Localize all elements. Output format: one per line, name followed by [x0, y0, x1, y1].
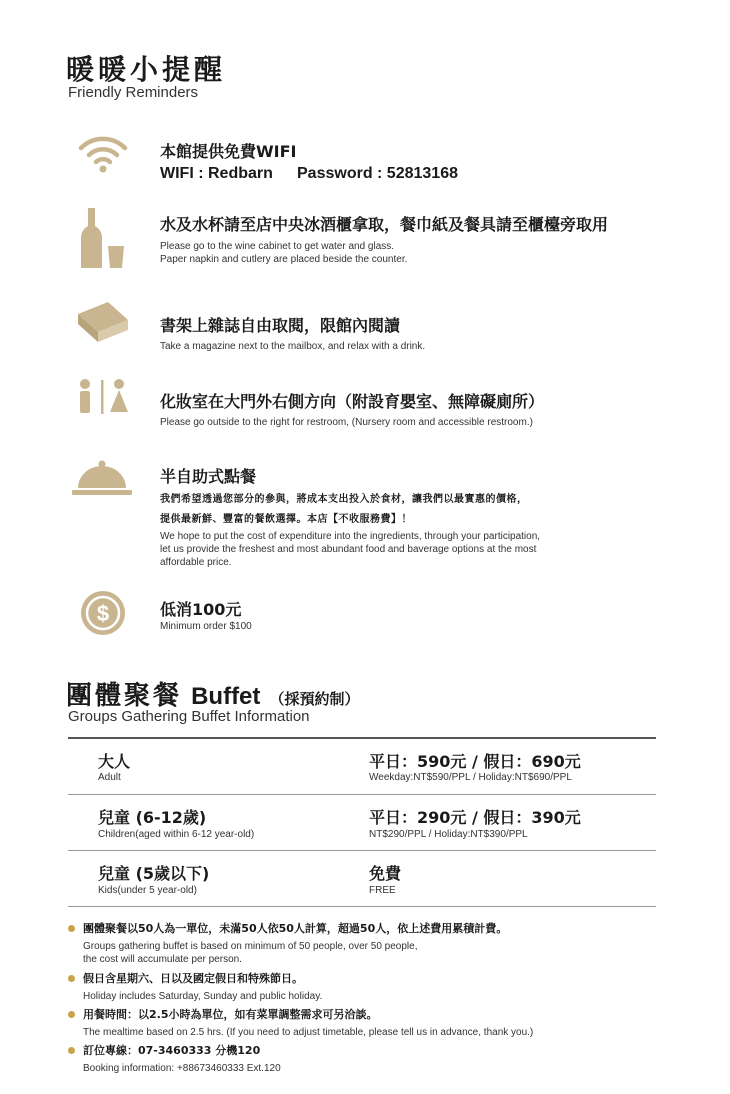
note-1-zh: 團體聚餐以50人為一單位，未滿50人依50人計算，超過50人，依上述費用累積計費。 — [83, 922, 508, 935]
row-children-label-en: Children(aged within 6-12 year-old) — [98, 829, 255, 840]
row-adult-label-en: Adult — [98, 772, 121, 783]
magazine-text: Take a magazine next to the mailbox, and relax with a drink. — [160, 341, 426, 352]
note-2-zh: 假日含星期六、日以及國定假日和特殊節日。 — [83, 972, 303, 985]
row-adult-price-en: Weekday:NT$590/PPL / Holiday:NT$690/PPL — [369, 772, 572, 783]
row-kids-price: 免費 — [369, 864, 402, 883]
row-kids-label-en: Kids(under 5 year-old) — [98, 885, 197, 896]
svg-text:$: $ — [96, 601, 110, 626]
note-4-en: Booking information: +88673460333 Ext.120 — [83, 1063, 281, 1074]
minimum-heading: 低消100元 — [160, 600, 242, 619]
bullet-icon — [68, 975, 75, 982]
cloche-icon — [72, 460, 132, 496]
book-icon — [76, 300, 130, 344]
water-text-2: Paper napkin and cutlery are placed beside the counter. — [160, 254, 408, 265]
magazine-heading: 書架上雜誌自由取閱，限館內閱讀 — [160, 316, 401, 335]
buffet-title-note: （採預約制） — [269, 690, 360, 708]
note-3-zh: 用餐時間：以2.5小時為單位，如有菜單調整需求可另洽談。 — [83, 1008, 378, 1021]
page-subtitle: Friendly Reminders — [68, 84, 199, 101]
bullet-icon — [68, 925, 75, 932]
wifi-ssid: WIFI : Redbarn — [160, 165, 273, 182]
minimum-text: Minimum order $100 — [160, 621, 252, 632]
restroom-text: Please go outside to the right for restroom, (Nursery room and accessible restroom.) — [160, 417, 533, 428]
row-adult-label: 大人 — [98, 752, 131, 771]
buffet-title-en: Buffet — [191, 683, 261, 710]
row-children-price: 平日：290元 / 假日：390元 — [369, 808, 581, 827]
buffet-en-line-3: affordable price. — [160, 557, 232, 568]
water-heading: 水及水杯請至店中央冰酒櫃拿取，餐巾紙及餐具請至櫃檯旁取用 — [160, 215, 609, 234]
restroom-heading: 化妝室在大門外右側方向（附設育嬰室、無障礙廁所） — [160, 392, 545, 411]
bullet-icon — [68, 1047, 75, 1054]
dollar-coin-icon — [80, 590, 126, 636]
note-1-en-1: Groups gathering buffet is based on minimum of 50 people, over 50 people, — [83, 941, 418, 952]
wifi-icon — [78, 134, 128, 174]
water-text-1: Please go to the wine cabinet to get water and glass. — [160, 241, 395, 252]
buffet-section-title — [66, 675, 359, 712]
note-3-en: The mealtime based on 2.5 hrs. (If you need to adjust timetable, please tell us in advance, thank you.) — [83, 1027, 534, 1038]
page-title: 暖暖小提醒 — [66, 53, 227, 86]
row-kids-price-en: FREE — [369, 885, 396, 896]
note-2-en: Holiday includes Saturday, Sunday and public holiday. — [83, 991, 323, 1002]
buffet-section-subtitle: Groups Gathering Buffet Information — [68, 708, 310, 725]
bottle-glass-icon — [80, 208, 126, 270]
wifi-password: Password : 52813168 — [297, 165, 458, 182]
row-adult-price: 平日：590元 / 假日：690元 — [369, 752, 581, 771]
buffet-heading: 半自助式點餐 — [160, 467, 257, 486]
restroom-icon — [76, 378, 130, 414]
row-divider — [68, 850, 656, 851]
bullet-icon — [68, 1011, 75, 1018]
buffet-zh-line-1: 我們希望透過您部分的參與，將成本支出投入於食材，讓我們以最實惠的價格， — [160, 494, 528, 505]
buffet-zh-line-2: 提供最新鮮、豐富的餐飲選擇。本店【不收服務費】！ — [160, 514, 412, 525]
row-kids-label: 兒童 (5歲以下) — [98, 864, 210, 883]
buffet-en-line-1: We hope to put the cost of expenditure into the ingredients, through your participation, — [160, 531, 541, 542]
buffet-en-line-2: let us provide the freshest and most abundant food and baverage options at the most — [160, 544, 537, 555]
note-1-en-2: the cost will accumulate per person. — [83, 954, 242, 965]
buffet-title-zh: 團體聚餐 — [66, 681, 183, 711]
table-top-rule — [68, 737, 656, 739]
wifi-heading: 本館提供免費WIFI — [160, 142, 297, 161]
row-children-price-en: NT$290/PPL / Holiday:NT$390/PPL — [369, 829, 528, 840]
note-4-zh: 訂位專線：07-3460333 分機120 — [83, 1044, 261, 1057]
table-bottom-rule — [68, 906, 656, 907]
row-divider — [68, 794, 656, 795]
row-children-label: 兒童 (6-12歲) — [98, 808, 207, 827]
